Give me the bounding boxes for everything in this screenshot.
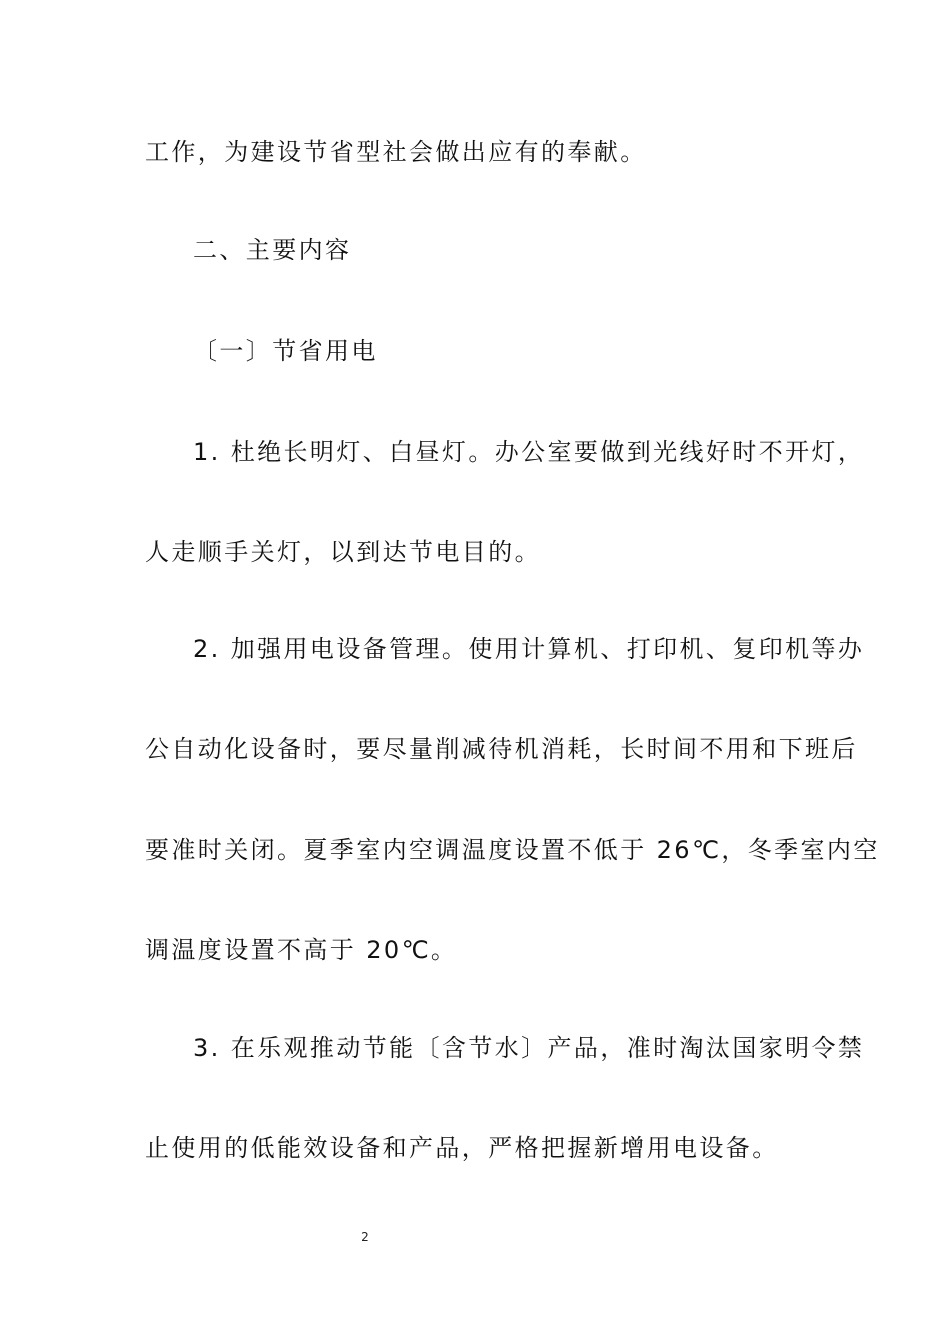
- paragraph-line: 3. 在乐观推动节能〔含节水〕产品，准时淘汰国家明令禁: [193, 1034, 865, 1062]
- section-heading: 二、主要内容: [193, 236, 352, 264]
- paragraph-line: 2. 加强用电设备管理。使用计算机、打印机、复印机等办: [193, 635, 865, 663]
- paragraph-line: 公自动化设备时，要尽量削减待机消耗，长时间不用和下班后: [145, 735, 858, 763]
- paragraph-line: 要准时关闭。夏季室内空调温度设置不低于 26℃，冬季室内空: [145, 836, 880, 864]
- paragraph-line: 工作，为建设节省型社会做出应有的奉献。: [145, 138, 647, 166]
- paragraph-line: 止使用的低能效设备和产品，严格把握新增用电设备。: [145, 1134, 779, 1162]
- paragraph-line: 人走顺手关灯，以到达节电目的。: [145, 538, 541, 566]
- paragraph-line: 调温度设置不高于 20℃。: [145, 936, 458, 964]
- subsection-heading: 〔一〕节省用电: [193, 337, 378, 365]
- paragraph-line: 1. 杜绝长明灯、白昼灯。办公室要做到光线好时不开灯，: [193, 438, 865, 466]
- page-number: 2: [361, 1230, 369, 1244]
